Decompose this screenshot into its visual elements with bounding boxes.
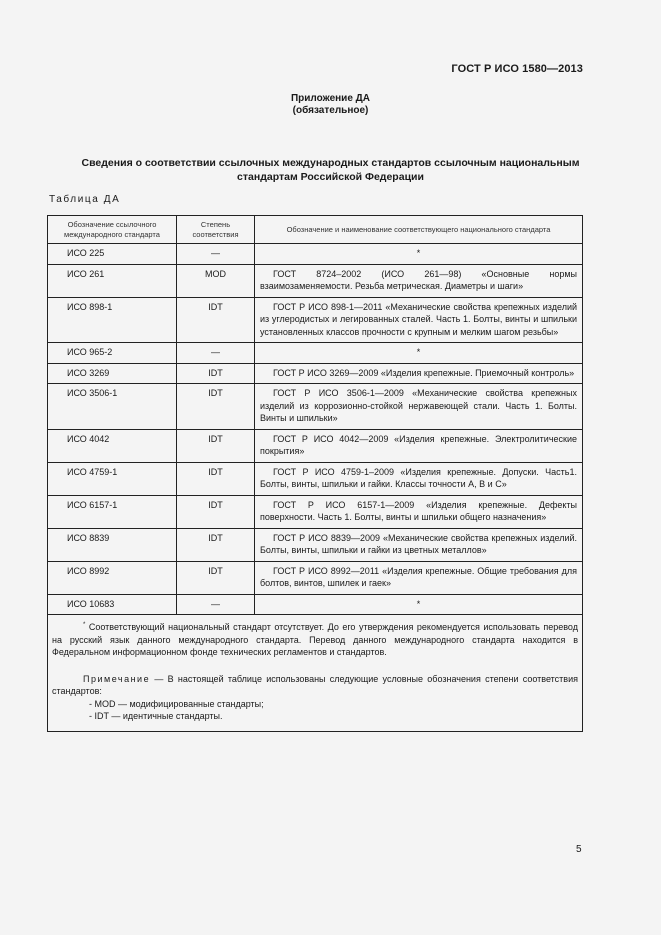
degree-cell: IDT: [177, 528, 255, 561]
table-notes-cell: [48, 615, 583, 732]
table-row: [48, 528, 583, 561]
table-row: [48, 343, 583, 364]
footnote-marker: *: [83, 622, 86, 628]
national-standard-text: ГОСТ Р ИСО 6157-1—2009 «Изделия крепежные. Дефекты поверхности. Часть 1. Болты, винты и шпильки общего назначения»: [260, 499, 577, 522]
table-row: [48, 429, 583, 462]
table-footnote: [52, 621, 578, 659]
degree-cell: IDT: [177, 384, 255, 430]
header-national-standard: Обозначение и наименование соответствующего национального стандарта: [255, 216, 583, 244]
degree-cell: —: [177, 343, 255, 364]
national-standard-text: ГОСТ 8724–2002 (ИСО 261—98) «Основные нормы взаимозаменяемости. Резьба метрическая. Диаметры и шаги»: [260, 268, 577, 291]
header-international-standard: Обозначение ссылочного международного стандарта: [48, 216, 177, 244]
international-standard-cell: ИСО 6157-1: [48, 495, 177, 528]
section-title-line-1: Сведения о соответствии ссылочных международных стандартов ссылочным национальным: [81, 157, 580, 169]
document-id-header: ГОСТ Р ИСО 1580—2013: [451, 63, 583, 75]
footnote-text: Соответствующий национальный стандарт отсутствует. До его утверждения рекомендуется использовать перевод на русский язык данного международного стандарта. Перевод данного международного стандарта находится в Федеральном информационном фонде технических регламентов и стандартов.: [52, 622, 578, 657]
section-title: [48, 156, 613, 184]
degree-cell: IDT: [177, 495, 255, 528]
note-item-idt: - IDT — идентичные стандарты.: [89, 711, 223, 721]
national-standard-cell: [255, 561, 583, 594]
page-number: 5: [576, 844, 582, 855]
degree-cell: IDT: [177, 561, 255, 594]
national-standard-cell: [255, 363, 583, 384]
table-row: [48, 384, 583, 430]
international-standard-cell: ИСО 965-2: [48, 343, 177, 364]
national-standard-cell: *: [255, 594, 583, 615]
table-row: [48, 297, 583, 343]
appendix-title: Приложение ДА: [290, 93, 371, 104]
national-standard-cell: [255, 429, 583, 462]
international-standard-cell: ИСО 898-1: [48, 297, 177, 343]
table-row: [48, 594, 583, 615]
international-standard-cell: ИСО 261: [48, 264, 177, 297]
international-standard-cell: ИСО 225: [48, 244, 177, 265]
degree-cell: MOD: [177, 264, 255, 297]
standards-correspondence-table: [47, 215, 583, 732]
degree-cell: —: [177, 244, 255, 265]
degree-cell: IDT: [177, 429, 255, 462]
international-standard-cell: ИСО 4759-1: [48, 462, 177, 495]
international-standard-cell: ИСО 8839: [48, 528, 177, 561]
table-note: [52, 673, 578, 698]
national-standard-text: ГОСТ Р ИСО 4759-1–2009 «Изделия крепежные. Допуски. Часть1. Болты, винты, шпильки и гайки. Классы точности А, В и С»: [260, 466, 577, 489]
note-item-mod: - MOD — модифицированные стандарты;: [89, 698, 264, 709]
note-label: Примечание: [83, 673, 151, 684]
international-standard-cell: ИСО 4042: [48, 429, 177, 462]
national-standard-cell: [255, 495, 583, 528]
table-row: [48, 495, 583, 528]
table-label: Таблица ДА: [49, 194, 121, 205]
international-standard-cell: ИСО 3269: [48, 363, 177, 384]
national-standard-text: ГОСТ Р ИСО 3269—2009 «Изделия крепежные. Приемочный контроль»: [273, 367, 575, 378]
national-standard-cell: [255, 264, 583, 297]
table-header-row: [48, 216, 583, 244]
national-standard-text: ГОСТ Р ИСО 8839—2009 «Механические свойства крепежных изделий. Болты, винты, шпильки и гайки из цветных металлов»: [260, 532, 577, 555]
international-standard-cell: ИСО 3506-1: [48, 384, 177, 430]
national-standard-cell: [255, 297, 583, 343]
international-standard-cell: ИСО 8992: [48, 561, 177, 594]
national-standard-text: ГОСТ Р ИСО 8992—2011 «Изделия крепежные. Общие требования для болтов, винтов, шпилек и гаек»: [260, 565, 577, 588]
table-notes-row: [48, 615, 583, 732]
national-standard-cell: *: [255, 343, 583, 364]
national-standard-cell: [255, 462, 583, 495]
appendix-subtitle: (обязательное): [292, 105, 369, 116]
table-row: [48, 363, 583, 384]
table-row: [48, 244, 583, 265]
header-degree-of-correspondence: Степень соответствия: [177, 216, 255, 244]
degree-cell: IDT: [177, 363, 255, 384]
table-row: [48, 264, 583, 297]
note-text: — В настоящей таблице использованы следующие условные обозначения степени соответствия стандартов:: [52, 673, 578, 696]
international-standard-cell: ИСО 10683: [48, 594, 177, 615]
degree-cell: IDT: [177, 297, 255, 343]
national-standard-cell: *: [255, 244, 583, 265]
section-title-line-2: стандартам Российской Федерации: [237, 171, 424, 183]
degree-cell: IDT: [177, 462, 255, 495]
national-standard-text: ГОСТ Р ИСО 4042—2009 «Изделия крепежные. Электролитические покрытия»: [260, 433, 577, 456]
degree-cell: —: [177, 594, 255, 615]
table-row: [48, 561, 583, 594]
national-standard-text: ГОСТ Р ИСО 3506-1—2009 «Механические свойства крепежных изделий из коррозионно-стойкой нержавеющей стали. Часть 1. Болты. Винты и шпильки»: [260, 388, 577, 423]
table-row: [48, 462, 583, 495]
national-standard-cell: [255, 384, 583, 430]
national-standard-cell: [255, 528, 583, 561]
national-standard-text: ГОСТ Р ИСО 898-1—2011 «Механические свойства крепежных изделий из углеродистых и легированных сталей. Часть 1. Болты, винты и шпильки установленных классов прочности с крупным и мелким шагом резьбы»: [260, 301, 577, 337]
